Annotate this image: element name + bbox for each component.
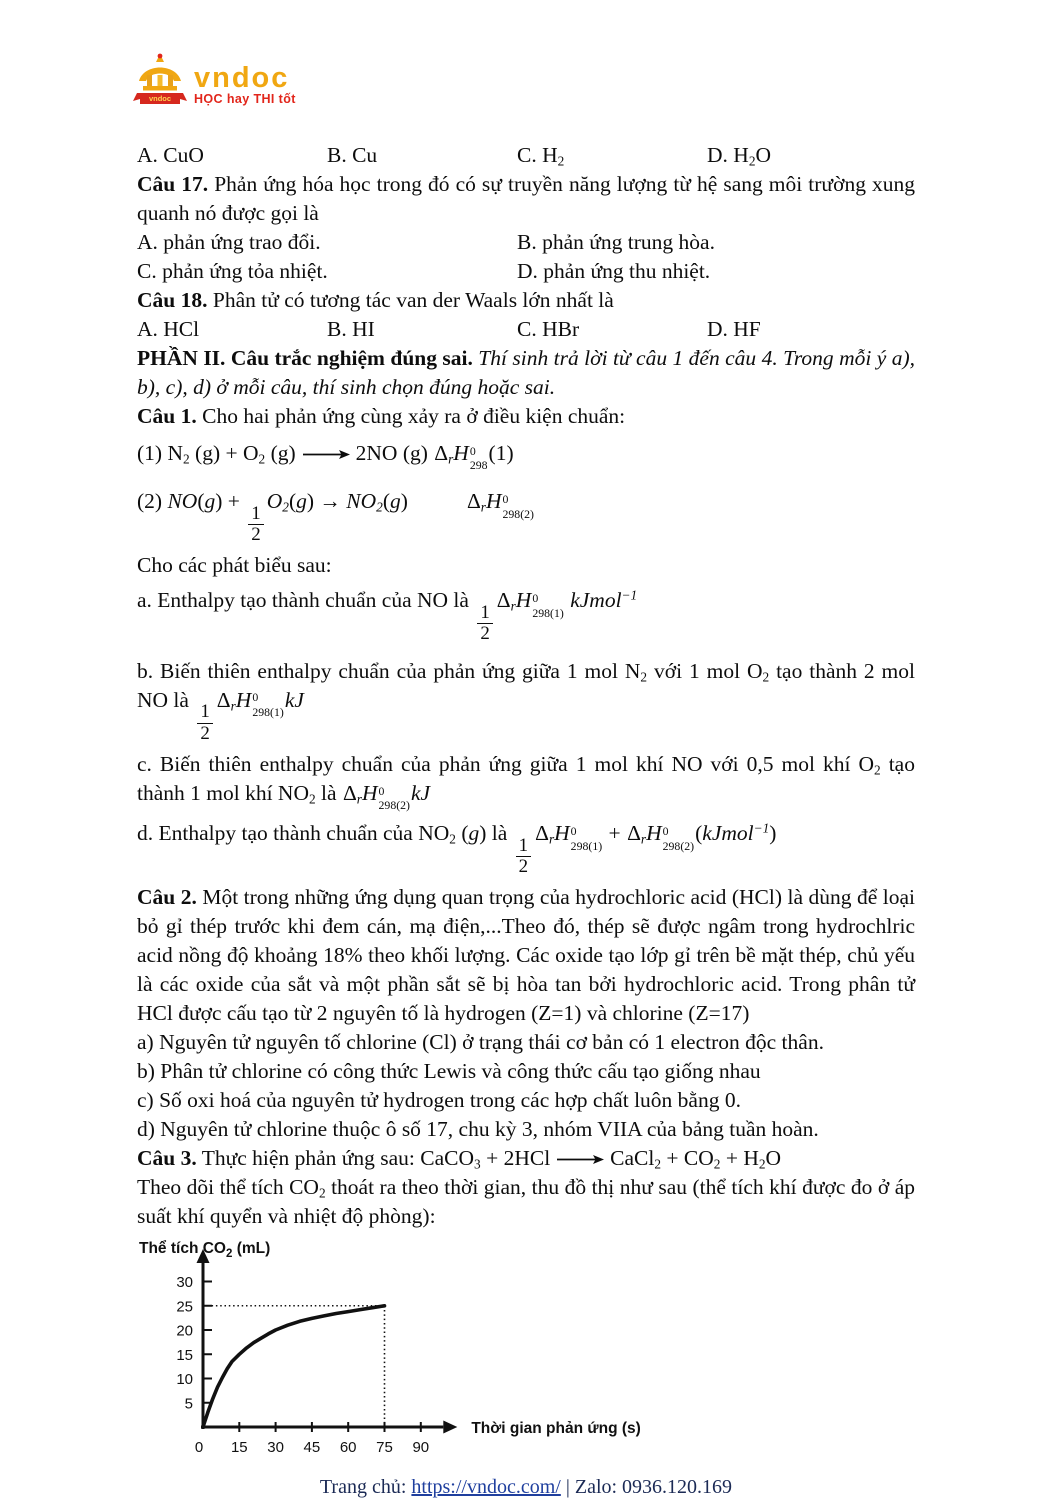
vndoc-logo	[133, 55, 915, 115]
cau17-options-cd	[137, 257, 915, 286]
q16-option-c: C. $H_2$	[517, 143, 565, 169]
cau17-option-d: D. phản ứng thu nhiệt.	[517, 259, 711, 283]
cau18-option-a: A. HCl	[137, 317, 200, 341]
cau2-item-b: b) Phân tử chlorine có công thức Lewis và công thức cấu tạo giống nhau	[137, 1059, 761, 1084]
cau2-item-c: c) Số oxi hoá của nguyên tử hydrogen trong các hợp chất luôn bằng 0.	[137, 1088, 741, 1113]
cau1-equation-2: (2) NO(g) + $\frac{1}{2}$ $O_2(g) \to NO_2(g)$ $\Delta_rH$ 0 298(2)	[137, 489, 534, 546]
cau1-stem: Câu 1. Cho hai phản ứng cùng xảy ra ở điều kiện chuẩn:	[137, 404, 626, 428]
cau1-item-d: d. Enthalpy tạo thành chuẩn của $NO_2$ (g) là $\frac{1}{2}$ $\Delta_rH$ 0 298(1) + $\Delta_rH$ 0 298(2) (kJmol$^{-1}$)	[137, 820, 777, 878]
svg-text:Thời gian phản ứng (s): Thời gian phản ứng (s)	[471, 1420, 641, 1438]
cau17-option-a: A. phản ứng trao đổi.	[137, 230, 321, 254]
cau18-option-d: D. HF	[707, 317, 761, 341]
logo-banner-text: vndoc	[148, 94, 172, 103]
cau17-option-b: B. phản ứng trung hòa.	[517, 230, 715, 254]
svg-text:60: 60	[339, 1439, 357, 1457]
q16-option-b: B. Cu	[327, 143, 378, 167]
co2-volume-chart-svg	[137, 1237, 797, 1465]
q16-option-a: A. CuO	[137, 143, 204, 167]
svg-text:90: 90	[412, 1439, 430, 1457]
cau3-stem: Câu 3. Thực hiện phản ứng sau: CaCO$_3$ + 2HCl CaCl$_2$ + $CO_2 + H_2O$	[137, 1146, 782, 1172]
svg-text:20: 20	[176, 1322, 193, 1340]
cau1-equation-1: (1) $N_2$ $(g) + O_2$ (g) 2NO (g) $\Delta_rH$ 0 298 (1)	[137, 441, 514, 473]
q16-options-row	[137, 141, 915, 170]
cau17-stem: Câu 17. Phản ứng hóa học trong đó có sự truyền năng lượng từ hệ sang môi trường xung quanh nó được gọi là	[137, 172, 915, 225]
cau2-item-d: d) Nguyên tử chlorine thuộc ô số 17, chu kỳ 3, nhóm VIIA của bảng tuần hoàn.	[137, 1117, 819, 1142]
cau18-option-c: C. HBr	[517, 317, 580, 341]
svg-text:5: 5	[184, 1395, 193, 1413]
cau17-option-c: C. phản ứng tỏa nhiệt.	[137, 259, 328, 283]
svg-text:25: 25	[176, 1298, 193, 1316]
cau18-option-b: B. HI	[327, 317, 375, 341]
cau3-description: Theo dõi thể tích $CO_2$ thoát ra theo thời gian, thu đồ thị như sau (thể tích khí được đo ở áp suất khí quyển và nhiệt độ phòng):	[137, 1175, 915, 1229]
svg-text:Thể tích CO2 (mL): Thể tích $CO_2$ (mL)	[139, 1240, 271, 1261]
cau17-options-ab	[137, 228, 915, 257]
cau2-item-a: a) Nguyên tử nguyên tố chlorine (Cl) ở trạng thái cơ bản có 1 electron độc thân.	[137, 1030, 824, 1055]
logo-wordmark: vndoc	[194, 62, 290, 94]
cau1-intro: Cho các phát biểu sau:	[137, 553, 332, 578]
phan2-heading: PHẦN II. Câu trắc nghiệm đúng sai. Thí sinh trả lời từ câu 1 đến câu 4. Trong mỗi ý a), b), c), d) ở mỗi câu, thí sinh chọn đúng hoặc sai.	[137, 346, 915, 399]
cau18-options-row	[137, 315, 915, 344]
svg-text:0: 0	[194, 1439, 204, 1457]
logo-tagline: HỌC hay THI tốt	[194, 92, 296, 106]
svg-text:15: 15	[230, 1439, 248, 1457]
svg-text:45: 45	[303, 1439, 321, 1457]
svg-text:30: 30	[267, 1439, 284, 1457]
footer-prefix: Trang chủ:	[319, 1476, 412, 1499]
cau2-stem: Câu 2. Một trong những ứng dụng quan trọng của hydrochloric acid (HCl) là dùng để loại bỏ gỉ thép trước khi đem cán, mạ điện,...Theo đó, thép sẽ được ngâm trong hydrochlric acid nồng độ khoảng 18% theo khối lượng. Các oxide tạo lớp gỉ trên bề mặt thép, chủ yếu là các oxide của sắt và một phần sắt sẽ bị hòa tan bởi hydrochloric acid. Trong phân tử HCl được cấu tạo từ 2 nguyên tố là hydrogen (Z=1) và chlorine (Z=17)	[137, 885, 915, 1026]
page-footer	[137, 1473, 915, 1502]
co2-volume-chart	[137, 1237, 915, 1473]
svg-text:30: 30	[176, 1274, 193, 1292]
svg-text:15: 15	[176, 1347, 193, 1365]
footer-zalo: | Zalo: 0936.120.169	[560, 1476, 733, 1499]
svg-text:75: 75	[376, 1439, 393, 1457]
footer-home-link[interactable]: https://vndoc.com/	[411, 1476, 561, 1499]
cau1-item-c: c. Biến thiên enthalpy chuẩn của phản ứng giữa 1 mol khí NO với 0,5 mol khí $O_2$ tạo thành 1 mol khí $NO_2$ là $\Delta_rH$ 0 298(2) kJ	[137, 751, 915, 813]
vndoc-pagoda-icon	[133, 52, 187, 118]
q16-option-d: D. $H_2O$	[707, 143, 772, 169]
cau1-item-a: a. Enthalpy tạo thành chuẩn của NO là $\frac{1}{2}$ $\Delta_rH$ 0 298(1) kJmol$^{-1}$	[137, 588, 638, 645]
cau18-stem: Câu 18. Phân tử có tương tác van der Waals lớn nhất là	[137, 288, 614, 312]
cau1-item-b: b. Biến thiên enthalpy chuẩn của phản ứng giữa 1 mol $N_2$ với 1 mol $O_2$ tạo thành 2 mol NO là $\frac{1}{2}$ $\Delta_rH$ 0 298(1) kJ	[137, 658, 915, 744]
svg-text:10: 10	[176, 1371, 193, 1389]
